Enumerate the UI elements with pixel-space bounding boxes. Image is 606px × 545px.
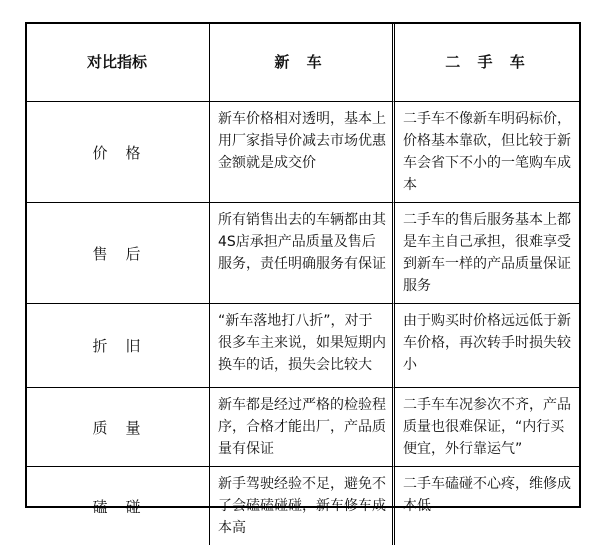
row-label: 质量 [25,388,210,467]
new-car-cell: 新手驾驶经验不足，避免不了会磕磕碰碰，新车修车成本高 [210,467,395,545]
new-car-cell: 新车都是经过严格的检验程序，合格才能出厂，产品质量有保证 [210,388,395,467]
table-border [25,22,581,508]
header-new-car: 新 车 [210,22,395,102]
used-car-cell: 二手车不像新车明码标价，价格基本靠砍，但比较于新车会省下不小的一笔购车成本 [395,102,581,203]
used-car-cell: 由于购买时价格远远低于新车价格，再次转手时损失较小 [395,304,581,388]
new-car-cell: 新车价格相对透明，基本上用厂家指导价减去市场优惠金额就是成交价 [210,102,395,203]
row-label: 价格 [25,102,210,203]
new-car-cell: 所有销售出去的车辆都由其 4S店承担产品质量及售后服务，责任明确服务有保证 [210,203,395,304]
header-metric: 对比指标 [25,22,210,102]
row-label: 磕碰 [25,467,210,545]
row-label: 折旧 [25,304,210,388]
used-car-cell: 二手车车况参次不齐，产品质量也很难保证，“内行买便宜，外行靠运气” [395,388,581,467]
new-car-cell: “新车落地打八折”，对于很多车主来说，如果短期内换车的话，损失会比较大 [210,304,395,388]
row-label: 售后 [25,203,210,304]
header-used-car: 二 手 车 [395,22,581,102]
used-car-cell: 二手车磕碰不心疼，维修成本低 [403,476,571,514]
used-car-cell: 二手车的售后服务基本上都是车主自己承担，很难享受到新车一样的产品质量保证服务 [395,203,581,304]
